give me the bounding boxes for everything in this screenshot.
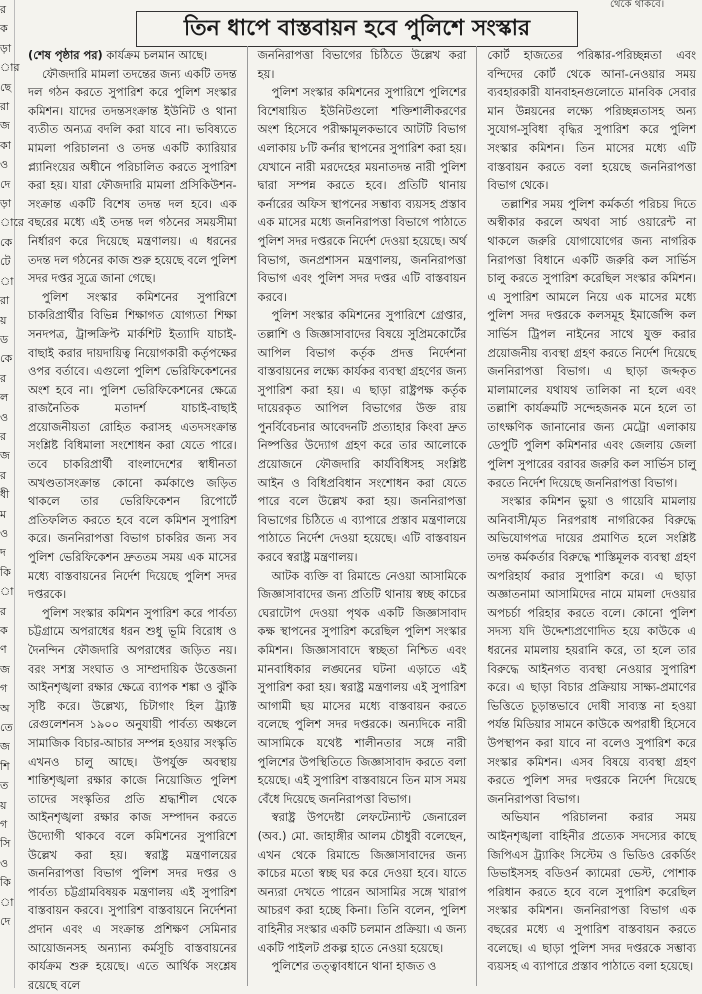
left-fragment-text: া xyxy=(0,585,14,599)
left-fragment-text: ড xyxy=(0,332,9,346)
left-fragment-text: া xyxy=(0,274,14,288)
paragraph-text: পুলিশের তত্ত্বাবধানে থানা হাজত ও xyxy=(271,959,437,974)
paragraph-text: কোর্ট হাজতের পরিষ্কার-পরিচ্ছন্নতা এবং বন্দিদের কোর্ট থেকে আনা-নেওয়ার সময় ব্যবহারকারী যানবাহনগুলোতে মানবিক সেবার মান উন্নয়নের লক্ষ্যে পরিচ্ছন্নতাসহ অন্য সুযোগ-সুবিধা বৃদ্ধির সুপারিশ করে পুলিশ সংস্কার কমিশন। তিন মাসের মধ্যে এটি বাস্তবায়ন করতে বলা হয়েছে জননিরাপত্তা বিভাগ থেকে। xyxy=(487,48,697,193)
headline: তিন ধাপে বাস্তবায়ন হবে পুলিশে সংস্কার xyxy=(136,11,578,47)
paragraph-text: তল্লাশির সময় পুলিশ কর্মকর্তা পরিচয় দিতে অস্বীকার করলে অথবা সার্চ ওয়ারেন্ট না থাকলে জরুরি যোগাযোগের জন্য নাগরিক নিরাপত্তা বিধানে একটি জরুরি কল সার্ভিস চালু করতে সুপারিশ করেছিল সংস্কার কমিশন। এ সুপারিশ আমলে নিয়ে এক মাসের মধ্যে পুলিশ সদর দপ্তরকে কলসমূহ ইমার্জেন্সি কল সার্ভিস ট্রিপল নাইনের সাথে যুক্ত করার প্রয়োজনীয় ব্যবস্থা গ্রহণ করতে নির্দেশ দিয়েছে জননিরাপত্তা বিভাগ। এ ছাড়া জব্দকৃত মালামালের যথাযথ তালিকা না হলে এবং তল্লাশি কার্যক্রমটি সন্দেহজনক মনে হলে তা তাৎক্ষণিক জানানোর জন্য মেট্রো এলাকায় ডেপুটি পুলিশ কমিশনার এবং জেলায় জেলা পুলিশ সুপারের বরাবর জরুরি কল সার্ভিস চালু করতে নির্দেশ দিয়েছে জননিরাপত্তা বিভাগ। xyxy=(487,196,697,490)
paragraph-text: পুলিশ সংস্কার কমিশনের সুপারিশে পুলিশের বিশেষায়িত ইউনিটগুলো শক্তিশালীকরণের অংশ হিসেবে পরীক্ষামূলকভাবে আটটি বিভাগ এলাকায় ৮টি কর্নার স্থাপনের সুপারিশ করা হয়। যেখানে নারী মরদেহের ময়নাতদন্ত নারী পুলিশ দ্বারা সম্পন্ন করতে হবে। প্রতিটি থানায় কর্নারের অফিস স্থাপনের সম্ভাব্য ব্যয়সহ প্রস্তাব এক মাসের মধ্যে জননিরাপত্তা বিভাগে পাঠাতে পুলিশ সদর দপ্তরকে নির্দেশ দেওয়া হয়েছে। অর্থ বিভাগ, জনপ্রশাসন মন্ত্রণালয়, জননিরাপত্তা বিভাগ এবং পুলিশ সদর দপ্তর এটি বাস্তবায়ন করবে। xyxy=(257,85,467,304)
left-fragment-text: জ xyxy=(0,449,10,463)
article-paragraph xyxy=(487,195,696,493)
left-fragment-text: ও xyxy=(0,410,9,424)
article-paragraph xyxy=(258,957,467,976)
left-fragment-text: কি xyxy=(0,565,11,579)
left-fragment-text: শি xyxy=(0,759,10,773)
left-fragment-text: ধী xyxy=(0,488,10,502)
left-fragment-text: রা xyxy=(0,100,10,114)
top-snippet: থেকে থাকবে। xyxy=(610,0,665,10)
column-rule xyxy=(247,46,248,986)
article-column-1 xyxy=(28,46,237,992)
left-fragment-text: য় xyxy=(0,313,7,327)
article-column-2 xyxy=(258,46,467,986)
left-fragment-text: ড়া xyxy=(0,197,12,211)
left-fragment-text: ছে xyxy=(0,80,12,94)
left-fragment-text: ত xyxy=(0,779,9,793)
left-fragment-text: র xyxy=(0,371,7,385)
paragraph-text: কার্যক্রম চলমান আছে। xyxy=(102,48,208,62)
left-fragment-text: কে xyxy=(0,352,13,366)
left-fragment-text: ারে xyxy=(0,216,24,230)
left-fragment-text: ক xyxy=(0,22,8,36)
left-fragment-text: ও xyxy=(0,526,9,540)
article-paragraph xyxy=(258,567,467,809)
left-fragment-text: ক xyxy=(0,624,8,637)
article-paragraph xyxy=(487,808,696,975)
left-fragment-text: কি xyxy=(0,876,11,890)
left-fragment-text: া xyxy=(0,895,14,909)
left-fragment-text: জ xyxy=(0,740,10,754)
left-fragment-text: ও xyxy=(0,158,9,172)
left-column-fragment xyxy=(0,0,24,988)
paragraph-text: জননিরাপত্তা বিভাগের চিঠিতে উল্লেখ করা হয়। xyxy=(257,48,467,81)
left-fragment-text: তে xyxy=(0,721,13,735)
left-fragment-text: জ xyxy=(0,662,10,676)
article-paragraph xyxy=(28,46,237,65)
paragraph-text: পুলিশ সংস্কার কমিশনের সুপারিশে গ্রেপ্তার, তল্লাশি ও জিজ্ঞাসাবাদের বিষয়ে সুপ্রিমকোর্টের আপিল বিভাগ কর্তৃক প্রদত্ত নির্দেশনা বাস্তবায়নের লক্ষ্যে কার্যকর ব্যবস্থা গ্রহণের জন্য সুপারিশ করা হয়। এ ছাড়া রাষ্ট্রপক্ষ কর্তৃক দায়েরকৃত আপিল বিভাগের উক্ত রায় পুনর্বিবেচনার আবেদনটি প্রত্যাহার কিংবা দ্রুত নিষ্পত্তির উদ্যোগ গ্রহণ করে তার আলোকে প্রয়োজনে ফৌজদারি কার্যবিধিসহ সংশ্লিষ্ট আইন ও বিধিপ্রবিধান সংশোধন করা যেতে পারে বলে উল্লেখ করা হয়। জননিরাপত্তা বিভাগের চিঠিতে এ ব্যাপারে প্রস্তাব মন্ত্রণালয়ে পাঠাতে নির্দেশ দেওয়া হয়েছে। এটি বাস্তবায়ন করবে স্বরাষ্ট্র মন্ত্রণালয়। xyxy=(257,308,467,565)
left-fragment-text: র xyxy=(0,3,7,16)
left-fragment-text: সি xyxy=(0,837,11,851)
article-paragraph xyxy=(28,288,237,604)
paragraph-text: ফৌজদারি মামলা তদন্তের জন্য একটি তদন্ত দল গঠন করতে সুপারিশ করে পুলিশ সংস্কার কমিশন। যাদের তদন্তসংক্রান্ত ইউনিট ও থানা ব্যতীত অন্যত্র বদলি করা যাবে না। ভবিষ্যতে মামলা পরিচালনা ও তদন্ত একটি ক্যারিয়ার প্ল্যানিংয়ের অধীনে পরিচালিত করতে সুপারিশ করা হয়। যারা ফৌজদারি মামলা প্রসিকিউশন-সংক্রান্ত একটি বিশেষ তদন্ত দল হবে। এক বছরের মধ্যে এই তদন্ত দল গঠনের সময়সীমা নির্ধারণ করে দিয়েছে মন্ত্রণালয়। এ ধরনের তদন্ত দল গঠনের কাজ শুরু হয়েছে বলে পুলিশ সদর দপ্তর সূত্রে জানা গেছে। xyxy=(28,66,237,286)
article-paragraph xyxy=(28,604,237,994)
article-body xyxy=(28,46,697,992)
left-fragment-text: জ xyxy=(0,119,10,133)
article-paragraph xyxy=(28,65,237,288)
left-fragment-text: রা xyxy=(0,294,10,308)
left-fragment-text: ল xyxy=(0,391,9,405)
left-fragment-text: ড়া xyxy=(0,41,12,55)
left-fragment-text: ও xyxy=(0,856,9,870)
article-paragraph xyxy=(258,808,467,957)
paragraph-text: সংস্কার কমিশন ভুয়া ও গায়েবি মামলায় অনিবাসী/মৃত নিরপরাধ নাগরিকের বিরুদ্ধে অভিযোগপত্র দায়ের প্রমাণিত হলে সংশ্লিষ্ট তদন্ত কর্মকর্তার বিরুদ্ধে শাস্তিমূলক ব্যবস্থা গ্রহণ অপরিহার্য করার সুপারিশ করে। এ ছাড়া অজ্ঞাতনামা আসামিদের নামে মামলা দেওয়ার অপচর্চা পরিহার করতে বলে। কোনো পুলিশ সদস্য যদি উদ্দেশ্যপ্রণোদিত হয়ে কাউকে এ ধরনের মামলায় হয়রানি করে, তা হলে তার বিরুদ্ধে আইনগত ব্যবস্থা নেওয়ার সুপারিশ করে। এ ছাড়া বিচার প্রক্রিয়ায় সাক্ষ্য-প্রমাণের ভিত্তিতে চূড়ান্তভাবে দোষী সাব্যস্ত না হওয়া পর্যন্ত মিডিয়ার সামনে কাউকে অপরাধী হিসেবে উপস্থাপন করা যাবে না বলেও সুপারিশ করে সংস্কার কমিশন। এসব বিষয়ে ব্যবস্থা গ্রহণ করতে পুলিশ সদর দপ্তরকে নির্দেশ দিয়েছে জননিরাপত্তা বিভাগ। xyxy=(487,494,697,806)
left-fragment-text: র xyxy=(0,604,7,618)
paragraph-text: আটক ব্যক্তি বা রিমান্ডে নেওয়া আসামিকে জিজ্ঞাসাবাদের জন্য প্রতিটি থানায় স্বচ্ছ কাচের ঘেরাটোপ দেওয়া পৃথক একটি জিজ্ঞাসাবাদ কক্ষ স্থাপনের সুপারিশ করেছিল পুলিশ সংস্কার কমিশন। জিজ্ঞাসাবাদে স্বচ্ছতা নিশ্চিত এবং মানবাধিকার লঙ্ঘনের ঘটনা এড়াতে এই সুপারিশ করা হয়। স্বরাষ্ট্র মন্ত্রণালয় এই সুপারিশ আগামী ছয় মাসের মধ্যে বাস্তবায়ন করতে বলেছে পুলিশ সদর দপ্তরকে। অন্যদিকে নারী আসামিকে যথেষ্ট শালীনতার সঙ্গে নারী পুলিশের উপস্থিতিতে জিজ্ঞাসাবাদ করতে বলা হয়েছে। এই সুপারিশ বাস্তবায়নে তিন মাস সময় বেঁধে দিয়েছে জননিরাপত্তা বিভাগ। xyxy=(257,568,467,806)
left-fragment-text: ম xyxy=(0,507,7,521)
left-fragment-text: গ xyxy=(0,682,8,696)
left-fragment-text: গ xyxy=(0,818,8,832)
article-paragraph xyxy=(258,83,467,306)
left-fragment-text: ণ xyxy=(0,643,7,657)
article-paragraph xyxy=(258,306,467,566)
left-fragment-text: দে xyxy=(0,177,11,191)
left-fragment-text: কে xyxy=(0,235,13,249)
left-fragment-text: টে xyxy=(0,255,11,269)
column-rule xyxy=(476,46,477,986)
left-fragment-text: ার xyxy=(0,61,20,75)
paragraph-text: পুলিশ সংস্কার কমিশনের সুপারিশে চাকরিপ্রার্থীর বিভিন্ন শিক্ষাগত যোগ্যতা শিক্ষা সনদপত্র, ট্রান্সক্রিপ্ট মার্কশিট ইত্যাদি যাচাই-বাছাই করার দায়দায়িত্ব নিয়োগকারী কর্তৃপক্ষের ওপর বর্তাবে। এগুলো পুলিশ ভেরিফিকেশনের অংশ হবে না। পুলিশ ভেরিফিকেশনের ক্ষেত্রে রাজনৈতিক মতাদর্শ যাচাই-বাছাই প্রয়োজনীয়তা রোহিত করাসহ এতদসংক্রান্ত সংশ্লিষ্ট বিধিমালা সংশোধন করা যেতে পারে। তবে চাকরিপ্রার্থী বাংলাদেশের স্বাধীনতা অখণ্ডতাসংক্রান্ত কোনো কর্মকাণ্ডে জড়িত থাকলে তার ভেরিফিকেশন রিপোর্টে প্রতিফলিত করতে হবে বলে কমিশন সুপারিশ করে। জননিরাপত্তা বিভাগ চাকরির জন্য সব পুলিশ ভেরিফিকেশন দ্রুততম সময় এক মাসের মধ্যে বাস্তবায়নের নির্দেশ দিয়েছে পুলিশ সদর দপ্তরকে। xyxy=(28,289,237,602)
continuation-label: (শেষ পৃষ্ঠার পর) xyxy=(28,48,103,62)
article-paragraph xyxy=(487,492,696,808)
article-paragraph xyxy=(487,46,696,195)
left-fragment-text: য় xyxy=(0,798,7,812)
left-fragment-text: অ xyxy=(0,701,10,715)
left-fragment-text: কা xyxy=(0,138,11,152)
paragraph-text: অভিযান পরিচালনা করার সময় আইনশৃঙ্খলা বাহিনীর প্রত্যেক সদস্যের কাছে জিপিএস ট্র্যাকিং সিস্টেম ও ভিডিও রেকর্ডিং ডিভাইসসহ বডিওর্ন ক্যামেরা ভেস্ট, পোশাক পরিধান করতে হবে বলে সুপারিশ করেছিল সংস্কার কমিশন। জননিরাপত্তা বিভাগ এক বছরের মধ্যে এ সুপারিশ বাস্তবায়ন করতে বলেছে। এ ছাড়া পুলিশ সদর দপ্তরকে সম্ভাব্য ব্যয়সহ এ ব্যাপারে প্রস্তাব পাঠাতে বলা হয়েছে। xyxy=(487,810,697,974)
paragraph-text: পুলিশ সংস্কার কমিশন সুপারিশ করে পার্বত্য চট্টগ্রামে অপরাধের ধরন শুধু ভূমি বিরোধ ও দৈনন্দিন ফৌজদারি অপরাধের জড়িত নয়। বরং সশস্ত্র সংঘাত ও সাম্প্রদায়িক উত্তেজনা আইনশৃঙ্খলা রক্ষার ক্ষেত্রে ব্যাপক শঙ্কা ও ঝুঁকি সৃষ্টি করে। উল্লেখ্য, চিটাগাং হিল ট্র্যাক্ট রেগুলেশনস ১৯০০ অনুযায়ী পার্বত্য অঞ্চলে সামাজিক বিচার-আচার সম্পন্ন হওয়ার সংস্কৃতি এখনও চালু আছে। উপর্যুক্ত অবস্থায় শান্তিশৃঙ্খলা রক্ষার কাজে নিয়োজিত পুলিশ তাদের সংস্কৃতির প্রতি শ্রদ্ধাশীল থেকে আইনশৃঙ্খলা রক্ষার কাজ সম্পাদন করতে উদ্যোগী থাকবে বলে কমিশনের সুপারিশে উল্লেখ করা হয়। স্বরাষ্ট্র মন্ত্রণালয়ের জননিরাপত্তা বিভাগ পুলিশ সদর দপ্তর ও পার্বত্য চট্টগ্রামবিষয়ক মন্ত্রণালয় এই সুপারিশ বাস্তবায়ন করবে। সুপারিশ বাস্তবায়নে নির্দেশনা প্রদান এবং এ সংক্রান্ত প্রশিক্ষণ সেমিনার আয়োজনসহ অন্যান্য কর্মসূচি বাস্তবায়নের কার্যক্রম শুরু হয়েছে। এতে আর্থিক সংশ্লেষ রয়েছে বলে xyxy=(28,605,237,992)
left-fragment-text: দে xyxy=(0,915,11,929)
left-fragment-text: র xyxy=(0,468,7,482)
paragraph-text: স্বরাষ্ট্র উপদেষ্টা লেফটেন্যান্ট জেনারেল (অব.) মো. জাহাঙ্গীর আলম চৌধুরী বলেছেন, এখন থেকে রিমান্ডে জিজ্ঞাসাবাদের জন্য কাচের মতো স্বচ্ছ ঘর করে দেওয়া হবে। যাতে অন্যরা দেখতে পারেন আসামির সঙ্গে খারাপ আচরণ করা হচ্ছে কিনা। তিনি বলেন, পুলিশ বাহিনীর সংস্কার একটি চলমান প্রক্রিয়া। এ জন্য একটি পাইলট প্রকল্প হাতে নেওয়া হয়েছে। xyxy=(257,810,467,955)
article-column-3 xyxy=(487,46,696,986)
left-fragment-text: র xyxy=(0,429,7,443)
article-paragraph xyxy=(258,46,467,83)
left-fragment-text: দ xyxy=(0,546,6,560)
